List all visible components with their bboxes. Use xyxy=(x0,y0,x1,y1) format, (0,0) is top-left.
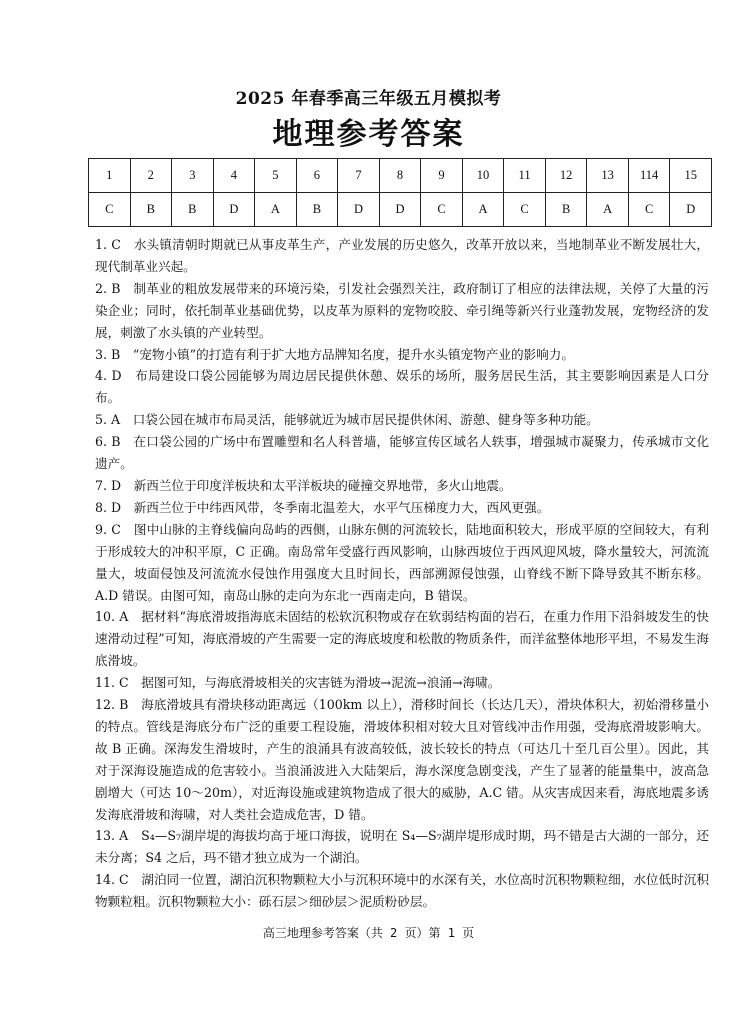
question-number: 9 xyxy=(421,159,463,193)
question-number: 2 xyxy=(130,159,172,193)
answer-cell: A xyxy=(587,193,629,227)
explanation-item: 14. C 湖泊同一位置，湖泊沉积物颗粒大小与沉积环境中的水深有关，水位高时沉积物颗粒细，水位低时沉积物颗粒粗。沉积物颗粒大小：砾石层＞细砂层＞泥质粉砂层。 xyxy=(95,872,709,910)
question-number: 4 xyxy=(213,159,255,193)
explanation-item: 9. C 图中山脉的主脊线偏向岛屿的西侧，山脉东侧的河流较长，陆地面积较大，形成平原的空间较大，有利于形成较大的冲积平原，C 正确。南岛常年受盛行西风影响，山脉西坡位于西风迎风坡，降水量较大，河流流量大，坡面侵蚀及河流流水侵蚀作用强度大且时间长，西部溯源侵蚀强，山脊线不断下降导致其不断东移。A.D 错误。由图可知，南岛山脉的走向为东北一西南走向，B 错误。 xyxy=(95,521,709,603)
question-number: 5 xyxy=(255,159,297,193)
answer-cell: C xyxy=(89,193,131,227)
answer-cell: A xyxy=(255,193,297,227)
answer-cell: C xyxy=(504,193,546,227)
explanation-item: 12. B 海底滑坡具有滑块移动距离远（100km 以上），滑移时间长（长达几天），滑块体积大，初始滑移量小的特点。管线是海底分布广泛的重要工程设施，滑坡体积相对较大且对管线冲击作用强，受海底滑坡影响大。故 B 正确。深海发生滑坡时，产生的浪涌具有波高较低，波长较长的特点（可达几十至几百公里）。因此，其对于深海设施造成的危害较小。当浪涌波进入大陆架后，海水深度急剧变浅，产生了显著的能量集中，波高急剧增大（可达 10～20m），对近海设施或建筑物造成了很大的威胁，A.C 错。从灾害成因来看，海底地震多诱发海底滑坡和海啸，对人类社会造成危害，D 错。 xyxy=(95,697,709,822)
page-footer: 高三地理参考答案（共 2 页）第 1 页 xyxy=(262,926,475,940)
question-number: 15 xyxy=(670,159,712,193)
answer-cell: C xyxy=(421,193,463,227)
answer-cell: D xyxy=(213,193,255,227)
answer-cell: B xyxy=(172,193,214,227)
answer-cell: B xyxy=(296,193,338,227)
question-number: 6 xyxy=(296,159,338,193)
question-number: 13 xyxy=(587,159,629,193)
question-number: 11 xyxy=(504,159,546,193)
question-number: 8 xyxy=(379,159,421,193)
answer-cell: B xyxy=(130,193,172,227)
question-number: 1 xyxy=(89,159,131,193)
explanation-item: 1. C 水头镇清朝时期就已从事皮革生产，产业发展的历史悠久，改革开放以来，当地制革业不断发展壮大，现代制革业兴起。 xyxy=(95,237,709,274)
explanation-item: 7. D 新西兰位于印度洋板块和太平洋板块的碰撞交界地带，多火山地震。 xyxy=(95,477,512,493)
answer-cell: B xyxy=(545,193,587,227)
answer-table xyxy=(88,158,712,227)
answer-cell: D xyxy=(338,193,380,227)
explanation-item: 5. A 口袋公园在城市布局灵活，能够就近为城市居民提供休闲、游憩、健身等多种功能。 xyxy=(95,412,599,428)
answer-cell: C xyxy=(628,193,670,227)
explanation-item: 10. A 据材料“海底滑坡指海底未固结的松软沉积物或存在软弱结构面的岩石，在重力作用下沿斜坡发生的快速滑动过程”可知，海底滑坡的产生需要一定的海底坡度和松散的物质条件，而洋盆整体地形平坦，不易发生海底滑坡。 xyxy=(95,609,709,669)
answer-cell: A xyxy=(462,193,504,227)
question-number: 3 xyxy=(172,159,214,193)
explanation-item: 3. B “宠物小镇”的打造有利于扩大地方品牌知名度，提升水头镇宠物产业的影响力。 xyxy=(95,346,574,362)
explanation-item: 13. A S₄—S₇湖岸堤的海拔均高于垭口海拔，说明在 S₄—S₇湖岸堤形成时期，玛不错是古大湖的一部分，还未分离；S4 之后，玛不错才独立成为一个湖泊。 xyxy=(95,828,709,866)
question-number: 10 xyxy=(462,159,504,193)
question-number-row xyxy=(89,159,712,193)
answer-row xyxy=(89,193,712,227)
explanation-item: 8. D 新西兰位于中纬西风带，冬季南北温差大，水平气压梯度力大，西风更强。 xyxy=(95,499,550,515)
question-number: 12 xyxy=(545,159,587,193)
question-number: 114 xyxy=(628,159,670,193)
explanations xyxy=(95,234,709,913)
answer-cell: D xyxy=(670,193,712,227)
explanation-item: 4. D 布局建设口袋公园能够为周边居民提供休憩、娱乐的场所，服务居民生活，其主要影响因素是人口分布。 xyxy=(95,368,709,406)
question-number: 7 xyxy=(338,159,380,193)
subject-title: 地理参考答案 xyxy=(272,117,465,152)
answer-cell: D xyxy=(379,193,421,227)
explanation-item: 6. B 在口袋公园的广场中布置雕塑和名人科普墙，能够宣传区域名人轶事，增强城市凝聚力，传承城市文化遗产。 xyxy=(95,434,709,472)
exam-title: 2025 年春季高三年级五月模拟考 xyxy=(235,89,502,109)
explanation-item: 11. C 据图可知，与海底滑坡相关的灾害链为滑坡→泥流→浪涌→海啸。 xyxy=(95,675,501,691)
explanation-item: 2. B 制革业的粗放发展带来的环境污染，引发社会强烈关注，政府制订了相应的法律法规，关停了大量的污染企业；同时，依托制革业基础优势，以皮革为原料的宠物咬胶、牵引绳等新兴行业蓬勃发展，宠物经济的发展，刺激了水头镇的产业转型。 xyxy=(95,280,709,340)
